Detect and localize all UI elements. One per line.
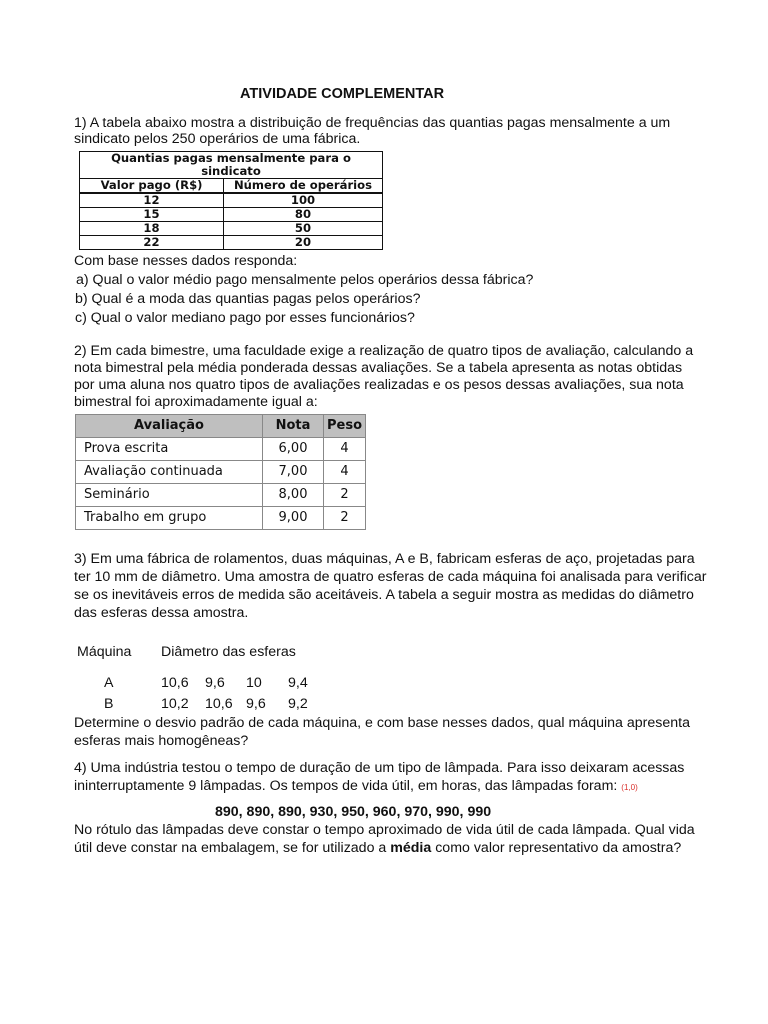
q3-text-line-4: das esferas dessa amostra.	[74, 605, 249, 621]
q1-item-b: b) Qual é a moda das quantias pagas pelos operários?	[75, 291, 421, 307]
q1-prompt: Com base nesses dados responda:	[74, 253, 298, 269]
q3-question-line-1: Determine o desvio padrão de cada máquina, e com base nesses dados, qual máquina apresenta	[74, 715, 690, 731]
table-cell: Trabalho em grupo	[76, 507, 263, 530]
table-cell: Prova escrita	[76, 438, 263, 461]
table-row	[76, 507, 366, 530]
table-cell: 7,00	[263, 461, 324, 484]
q2-header-grade: Nota	[263, 415, 324, 438]
table-cell: 9,00	[263, 507, 324, 530]
table-row	[76, 438, 366, 461]
q3-value: 9,6	[246, 696, 266, 712]
table-cell: Seminário	[76, 484, 263, 507]
table-cell: 2	[324, 484, 366, 507]
table-row	[80, 222, 383, 236]
q2-text-line-2: nota bimestral pela média ponderada dessas avaliações. Se a tabela apresenta as notas obtidas	[74, 360, 683, 376]
table-cell: 80	[224, 208, 383, 222]
q3-header-machine: Máquina	[77, 644, 132, 660]
q3-value: 10	[246, 675, 262, 691]
table-cell: 4	[324, 438, 366, 461]
q1-item-c: c) Qual o valor mediano pago por esses funcionários?	[75, 310, 415, 326]
table-row	[76, 484, 366, 507]
table-row	[80, 193, 383, 208]
table-cell: 8,00	[263, 484, 324, 507]
q4-text-line-2	[74, 777, 638, 797]
q1-table-caption: Quantias pagas mensalmente para o sindicato	[80, 152, 383, 179]
q4-question-line-2	[74, 839, 681, 857]
q3-machine-b: B	[104, 696, 114, 712]
q3-value: 10,6	[161, 675, 189, 691]
q4-question-line-1: No rótulo das lâmpadas deve constar o tempo aproximado de vida útil de cada lâmpada. Qual vida	[74, 822, 695, 838]
q2-header-weight: Peso	[324, 415, 366, 438]
q4-question-line-2-pre: útil deve constar na embalagem, se for utilizado a	[74, 840, 391, 856]
table-cell: 12	[80, 193, 224, 208]
q1-item-a: a) Qual o valor médio pago mensalmente pelos operários dessa fábrica?	[76, 272, 534, 288]
q2-grades-table	[75, 414, 366, 530]
table-cell: 20	[224, 236, 383, 250]
q3-text-line-1: 3) Em uma fábrica de rolamentos, duas máquinas, A e B, fabricam esferas de aço, projetadas para	[74, 551, 695, 567]
q1-text-line-1: 1) A tabela abaixo mostra a distribuição de frequências das quantias pagas mensalmente a um	[74, 115, 671, 131]
table-cell: 50	[224, 222, 383, 236]
q4-text-line-2-main: ininterruptamente 9 lâmpadas. Os tempos de vida útil, em horas, das lâmpadas foram:	[74, 778, 618, 794]
table-cell: 15	[80, 208, 224, 222]
q3-machine-a: A	[104, 675, 114, 691]
table-cell: 2	[324, 507, 366, 530]
q3-value: 9,6	[205, 675, 225, 691]
q2-text-line-3: por uma aluna nos quatro tipos de avaliações realizadas e os pesos dessas avaliações, sua nota	[74, 377, 684, 393]
q1-frequency-table	[79, 151, 383, 250]
q3-question-line-2: esferas mais homogêneas?	[74, 733, 249, 749]
q3-text-line-2: ter 10 mm de diâmetro. Uma amostra de quatro esferas de cada máquina foi analisada para verificar	[74, 569, 707, 585]
table-cell: 100	[224, 193, 383, 208]
q4-emphasis-media: média	[390, 840, 432, 856]
q4-points-label: (1,0)	[621, 783, 638, 792]
q2-header-assessment: Avaliação	[76, 415, 263, 438]
table-cell: Avaliação continuada	[76, 461, 263, 484]
q1-table-header-count: Número de operários	[224, 179, 383, 194]
table-row	[80, 236, 383, 250]
q4-text-line-1: 4) Uma indústria testou o tempo de duração de um tipo de lâmpada. Para isso deixaram acessas	[74, 760, 685, 776]
table-cell: 22	[80, 236, 224, 250]
q3-header-diameter: Diâmetro das esferas	[161, 644, 296, 660]
table-cell: 6,00	[263, 438, 324, 461]
q3-value: 9,4	[288, 675, 308, 691]
q4-data-values: 890, 890, 890, 930, 950, 960, 970, 990, 990	[215, 804, 492, 820]
q3-value: 9,2	[288, 696, 308, 712]
table-row	[80, 208, 383, 222]
q4-question-line-2-post: como valor representativo da amostra?	[431, 840, 682, 856]
q1-text-line-2: sindicato pelos 250 operários de uma fábrica.	[74, 131, 361, 147]
table-cell: 18	[80, 222, 224, 236]
q3-text-line-3: se os inevitáveis erros de medida são aceitáveis. A tabela a seguir mostra as medidas do diâmetro	[74, 587, 694, 603]
table-row	[76, 461, 366, 484]
page-title: ATIVIDADE COMPLEMENTAR	[240, 86, 445, 102]
q2-text-line-4: bimestral foi aproximadamente igual a:	[74, 394, 318, 410]
table-cell: 4	[324, 461, 366, 484]
q3-value: 10,6	[205, 696, 233, 712]
q2-text-line-1: 2) Em cada bimestre, uma faculdade exige a realização de quatro tipos de avaliação, calculando a	[74, 343, 694, 359]
q3-value: 10,2	[161, 696, 189, 712]
q1-table-header-value: Valor pago (R$)	[80, 179, 224, 194]
